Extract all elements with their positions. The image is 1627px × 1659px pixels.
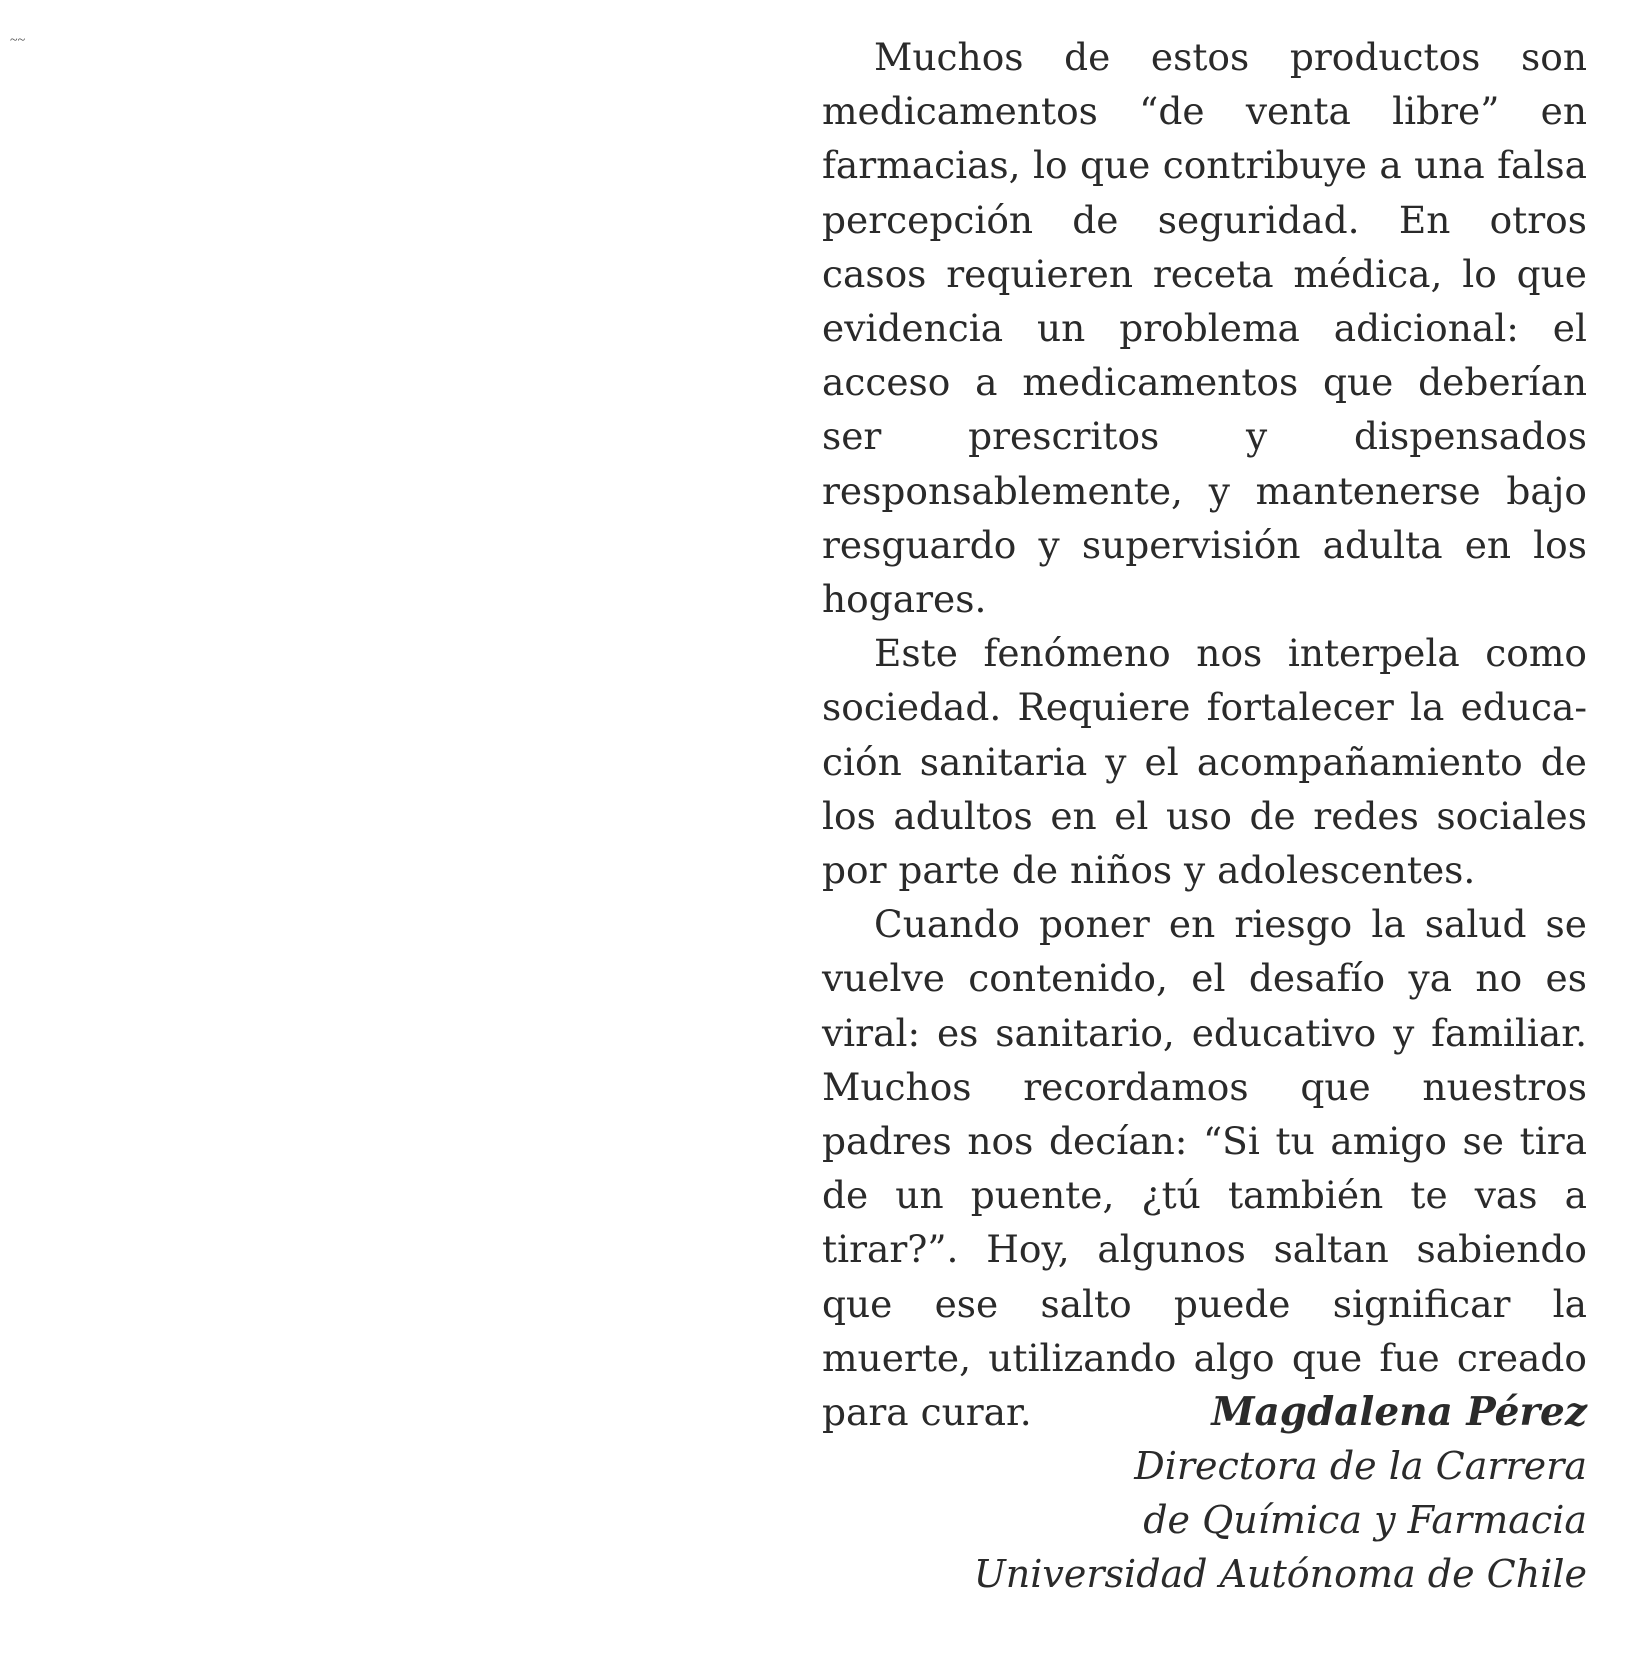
signature-block: [787, 1385, 1587, 1601]
paragraph-1: Muchos de estos productos son medicamentos “de venta libre” en farmacias, lo que contribuye a una falsa percepción de seguridad. En otros casos requieren receta médica, lo que evidencia un problema adicional: el acceso a medicamentos que deberían ser prescritos y dispensados responsablemente, y mantenerse bajo resguardo y supervisión adulta en los hogares.: [822, 35, 1587, 622]
page-number-mark: ~~: [10, 38, 26, 48]
author-name: Magdalena Pérez: [1211, 1389, 1587, 1435]
paragraph-3: Cuando poner en riesgo la salud se vuelve contenido, el desafío ya no es viral: es sanitario, educativo y familiar. Muchos recordamos que nuestros padres nos decían: “Si tu amigo se tira de un puente, ¿tú también te vas a tirar?”. Hoy, algunos saltan sabiendo que ese salto puede significar la muerte, utilizando algo que fue creado para curar.: [822, 902, 1587, 1435]
letter-body: [822, 30, 1587, 1439]
author-title-line-1: Directora de la Carrera: [1134, 1444, 1587, 1488]
paragraph-2: Este fenómeno nos interpela como sociedad. Requiere fortalecer la educación sanitaria y el acompañamiento de los adultos en el uso de redes sociales por parte de niños y adolescentes.: [822, 631, 1587, 893]
author-institution: Universidad Autónoma de Chile: [973, 1552, 1587, 1596]
author-title-line-2: de Química y Farmacia: [1143, 1498, 1587, 1542]
